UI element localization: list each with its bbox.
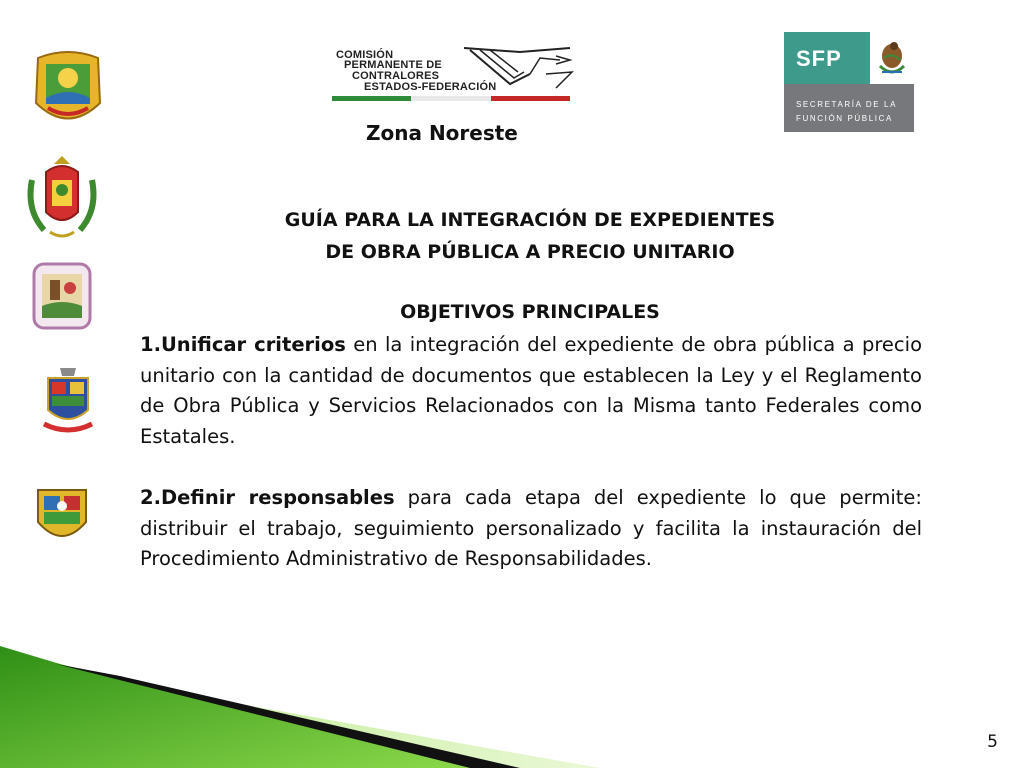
zone-title: Zona Noreste (366, 121, 518, 145)
objective-2-paragraph (140, 483, 922, 575)
bottom-swoosh-decoration (0, 640, 1024, 768)
cpce-logo-line-1: COMISIÓN (336, 49, 394, 61)
objective-2-lead: 2.Definir responsables (140, 486, 395, 509)
cpce-emblem-icon (460, 44, 580, 96)
sfp-logo-subtitle-2: FUNCIÓN PÚBLICA (796, 114, 893, 123)
mexican-eagle-emblem-icon (870, 32, 914, 84)
cpce-logo-line-4: ESTADOS-FEDERACIÓN (364, 81, 497, 93)
cpce-tricolor-stripe (332, 96, 570, 101)
sfp-logo-abbr: SFP (796, 46, 842, 71)
objective-1-paragraph (140, 330, 922, 452)
state-crest-3-icon (28, 258, 96, 334)
state-crest-4-icon (38, 362, 98, 440)
objective-2-text: para cada etapa del expediente lo que permite: distribuir el trabajo, seguimiento personalizado y facilita la instauración del Procedimiento Administrativo de Responsabilidades. (140, 486, 922, 570)
cpce-logo (332, 44, 582, 104)
objectives-heading: OBJETIVOS PRINCIPALES (400, 301, 660, 323)
sfp-logo (784, 32, 914, 132)
cpce-logo-line-3: CONTRALORES (352, 70, 440, 82)
state-crest-2-icon (24, 150, 100, 246)
guide-title-line-1: GUÍA PARA LA INTEGRACIÓN DE EXPEDIENTES (284, 209, 776, 231)
objective-1-text: en la integración del expediente de obra pública a precio unitario con la cantidad de documentos que establecen la Ley y el Reglamento de Obra Pública y Servicios Relacionados con la Misma tanto Federales como Estatales. (140, 333, 923, 448)
guide-title-line-2: DE OBRA PÚBLICA A PRECIO UNITARIO (325, 241, 735, 263)
state-crest-1-icon (28, 48, 108, 130)
page-number: 5 (987, 732, 998, 752)
state-crest-5-icon (32, 482, 92, 552)
cpce-logo-line-2: PERMANENTE DE (344, 59, 442, 71)
objective-1-lead: 1.Unificar criterios (140, 333, 346, 356)
sfp-logo-block (784, 32, 870, 84)
sfp-logo-subtitle-1: SECRETARÍA DE LA (796, 100, 898, 109)
